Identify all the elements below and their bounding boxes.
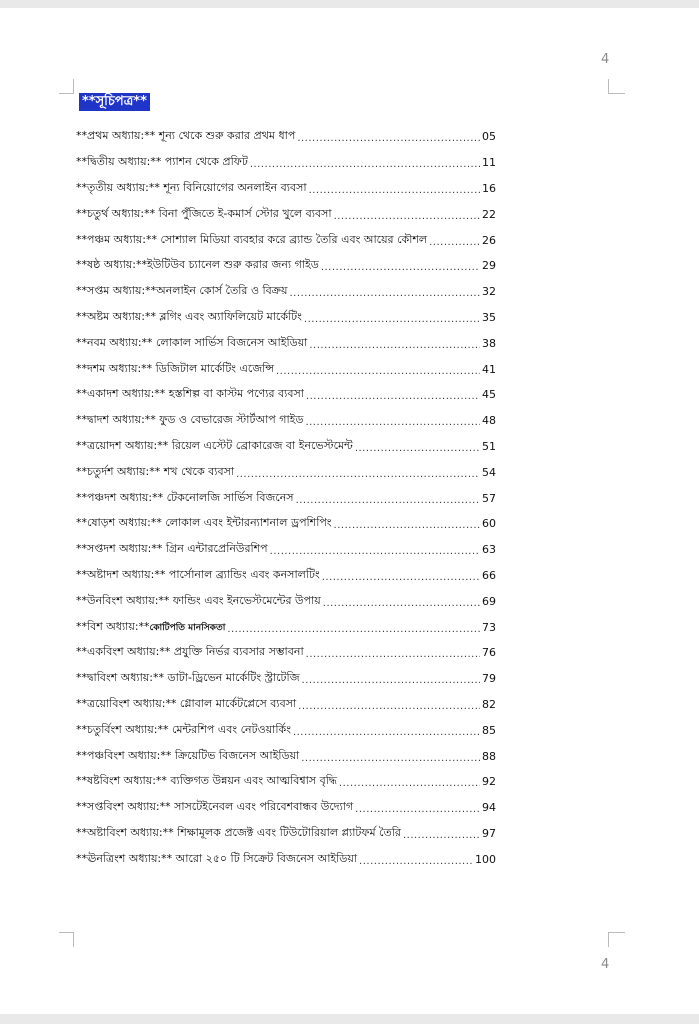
- toc-entry-page: 60: [482, 517, 496, 531]
- toc-entry-label: **সপ্তম অধ্যায়:**অনলাইন কোর্স তৈরি ও বিক্রয়: [76, 284, 288, 298]
- toc-entry-page: 94: [482, 801, 496, 815]
- toc-entry-label: **চতুর্বিংশ অধ্যায়:** মেন্টরশিপ এবং নেটওয়ার্কিং: [76, 722, 291, 736]
- margin-corner-bottom-left: [59, 932, 74, 947]
- toc-entry-label: **পঞ্চদশ অধ্যায়:** টেকনোলজি সার্ভিস বিজনেস: [76, 490, 294, 504]
- toc-entry: [76, 588, 496, 614]
- toc-entry: [76, 305, 496, 331]
- toc-entry-page: 69: [482, 594, 496, 608]
- toc-entry: [76, 253, 496, 279]
- toc-entry-page: 51: [482, 439, 496, 453]
- toc-entry: [76, 640, 496, 666]
- toc-entry-page: 85: [482, 723, 496, 737]
- toc-entry: [76, 821, 496, 847]
- dot-leader: [309, 340, 480, 351]
- toc-entry-page: 35: [482, 310, 496, 324]
- dot-leader: [270, 546, 480, 557]
- toc-entry: [76, 124, 496, 150]
- toc-entry-page: 05: [482, 130, 496, 144]
- toc-entry: [76, 459, 496, 485]
- toc-entry: [76, 511, 496, 537]
- toc-entry-label: **ষোড়শ অধ্যায়:** লোকাল এবং ইন্টারন্যাশনাল ড্রপশিপিং: [76, 516, 332, 530]
- toc-entry-label: **প্রথম অধ্যায়:** শূন্য থেকে শুরু করার প্রথম ধাপ: [76, 129, 296, 143]
- dot-leader: [359, 856, 473, 867]
- dot-leader: [334, 211, 480, 222]
- margin-corner-top-right: [608, 79, 625, 94]
- toc-entry-page: 63: [482, 543, 496, 557]
- toc-entry-page: 82: [482, 697, 496, 711]
- dot-leader: [276, 366, 480, 377]
- toc-entry: [76, 408, 496, 434]
- toc-entry-page: 48: [482, 414, 496, 428]
- toc-entry: [76, 666, 496, 692]
- dot-leader: [321, 262, 480, 273]
- toc-entry-label: **একাদশ অধ্যায়:** হস্তশিল্প বা কাস্টম পণ্যের ব্যবসা: [76, 387, 304, 401]
- dot-leader: [339, 778, 480, 789]
- dot-leader: [289, 288, 480, 299]
- toc-entry-page: 41: [482, 362, 496, 376]
- toc-entry-label: **ত্রয়োদশ অধ্যায়:** রিয়েল এস্টেট ব্রোকারেজ বা ইনভেস্টমেন্ট: [76, 438, 353, 452]
- toc-entry-page: 79: [482, 672, 496, 686]
- toc-entry-label-tail: কোটিপতি মানসিকতা: [149, 622, 226, 633]
- dot-leader: [403, 830, 480, 841]
- toc-entry-page: 76: [482, 646, 496, 660]
- toc-entry-label: **সপ্তবিংশ অধ্যায়:** সাসটেইনেবল এবং পরিবেশবান্ধব উদ্যোগ: [76, 800, 354, 814]
- toc-entry-page: 66: [482, 568, 496, 582]
- toc-entry: [76, 769, 496, 795]
- dot-leader: [298, 701, 480, 712]
- dot-leader: [306, 649, 480, 660]
- toc-entry-label: **অষ্টাবিংশ অধ্যায়:** শিক্ষামূলক প্রজেক্ট এবং টিউটোরিয়াল প্ল্যাটফর্ম তৈরি: [76, 825, 401, 839]
- toc-entry: [76, 537, 496, 563]
- toc-entry-page: 22: [482, 207, 496, 221]
- dot-leader: [302, 675, 480, 686]
- toc-entry: [76, 485, 496, 511]
- toc-entry-label: **চতুর্থ অধ্যায়:** বিনা পুঁজিতে ই-কমার্স স্টোর খুলে ব্যবসা: [76, 206, 332, 220]
- toc-entry: [76, 434, 496, 460]
- toc-entry: [76, 279, 496, 305]
- dot-leader: [355, 443, 480, 454]
- toc-entry: [76, 356, 496, 382]
- toc-entry-page: 29: [482, 259, 496, 273]
- toc-entry-label: **তৃতীয় অধ্যায়:** শূন্য বিনিয়োগের অনলাইন ব্যবসা: [76, 180, 307, 194]
- toc-entry-page: 54: [482, 465, 496, 479]
- dot-leader: [429, 237, 480, 248]
- toc-entry-label: **অষ্টাদশ অধ্যায়:** পার্সোনাল ব্র্যান্ডিং এবং কনসালটিং: [76, 567, 320, 581]
- toc-entry-page: 38: [482, 336, 496, 350]
- toc-entry: [76, 382, 496, 408]
- dot-leader: [227, 624, 480, 635]
- dot-leader: [236, 469, 480, 480]
- toc-entry: [76, 227, 496, 253]
- dot-leader: [297, 133, 480, 144]
- toc-entry-label: **পঞ্চম অধ্যায়:** সোশ্যাল মিডিয়া ব্যবহার করে ব্র্যান্ড তৈরি এবং আয়ের কৌশল: [76, 232, 428, 246]
- dot-leader: [334, 520, 480, 531]
- toc-entry: [76, 717, 496, 743]
- toc-entry-label: **দশম অধ্যায়:** ডিজিটাল মার্কেটিং এজেন্সি: [76, 361, 274, 375]
- dot-leader: [323, 598, 480, 609]
- dot-leader: [250, 159, 480, 170]
- toc-entry-page: 97: [482, 826, 496, 840]
- toc-entry-label: **ষষ্টবিংশ অধ্যায়:** ব্যক্তিগত উন্নয়ন এবং আত্মবিশ্বাস বৃদ্ধি: [76, 774, 337, 788]
- dot-leader: [301, 753, 480, 764]
- toc-entry-label: **চতুর্দশ অধ্যায়:** শখ থেকে ব্যবসা: [76, 464, 235, 478]
- toc-entry: [76, 201, 496, 227]
- document-page: [0, 8, 699, 1014]
- toc-entry: [76, 176, 496, 202]
- toc-entry: [76, 150, 496, 176]
- page-number-bottom: 4: [601, 957, 610, 972]
- dot-leader: [304, 314, 480, 325]
- margin-corner-top-left: [59, 79, 74, 94]
- toc-title: **সূচিপত্র**: [79, 93, 150, 111]
- toc-entry-page: 16: [482, 181, 496, 195]
- toc-entry-label: **একবিংশ অধ্যায়:** প্রযুক্তি নির্ভর ব্যবসার সম্ভাবনা: [76, 645, 304, 659]
- dot-leader: [306, 391, 480, 402]
- toc-entry-page: 11: [482, 156, 496, 170]
- dot-leader: [322, 572, 480, 583]
- page-number-top: 4: [601, 52, 610, 67]
- toc-entry-label: **দ্বিতীয় অধ্যায়:** প্যাশন থেকে প্রফিট: [76, 155, 248, 169]
- toc-entry-label: **বিশ অধ্যায়:**: [76, 619, 150, 633]
- toc-entry-label: **ত্রয়োবিংশ অধ্যায়:** গ্লোবাল মার্কেটপ্লেসে ব্যবসা: [76, 696, 297, 710]
- toc-entry: [76, 614, 496, 640]
- toc-entry-label: **পঞ্চবিংশ অধ্যায়:** ক্রিয়েটিভ বিজনেস আইডিয়া: [76, 748, 300, 762]
- dot-leader: [309, 185, 480, 196]
- toc-entry-label: **সপ্তদশ অধ্যায়:** গ্রিন এন্টারপ্রেনিউরশিপ: [76, 542, 268, 556]
- dot-leader: [293, 727, 480, 738]
- toc-entry: [76, 795, 496, 821]
- toc-entry-page: 32: [482, 285, 496, 299]
- margin-corner-bottom-right: [608, 932, 625, 947]
- toc-entry-page: 88: [482, 749, 496, 763]
- toc-entry: [76, 846, 496, 872]
- toc-entry-page: 100: [475, 852, 496, 866]
- toc-entry-label: **ঊনত্রিংশ অধ্যায়:** আরো ২৫০ টি সিক্রেট বিজনেস আইডিয়া: [76, 851, 358, 865]
- toc-entry-page: 45: [482, 388, 496, 402]
- toc-entry: [76, 692, 496, 718]
- toc-entry-label: **ষষ্ঠ অধ্যায়:**ইউটিউব চ্যানেল শুরু করার জন্য গাইড: [76, 258, 319, 272]
- toc-entry-label: **দ্বাদশ অধ্যায়:** ফুড ও বেভারেজ স্টার্টআপ গাইড: [76, 413, 304, 427]
- toc-entry-label: **উনবিংশ অধ্যায়:** ফান্ডিং এবং ইনভেস্টমেন্টের উপায়: [76, 593, 321, 607]
- dot-leader: [305, 417, 480, 428]
- toc-entry: [76, 330, 496, 356]
- dot-leader: [296, 495, 480, 506]
- toc-entry-page: 26: [482, 233, 496, 247]
- toc-entry-page: 92: [482, 775, 496, 789]
- toc-entry-page: 73: [482, 620, 496, 634]
- table-of-contents: [76, 124, 496, 872]
- toc-entry: [76, 563, 496, 589]
- toc-entry-label: **নবম অধ্যায়:** লোকাল সার্ভিস বিজনেস আইডিয়া: [76, 335, 308, 349]
- dot-leader: [355, 804, 480, 815]
- toc-entry: [76, 743, 496, 769]
- toc-entry-label: **অষ্টম অধ্যায়:** ব্লগিং এবং অ্যাফিলিয়েট মার্কেটিং: [76, 309, 302, 323]
- toc-entry-label: **দ্বাবিংশ অধ্যায়:** ডাটা-ড্রিভেন মার্কেটিং স্ট্রাটেজি: [76, 671, 300, 685]
- toc-entry-page: 57: [482, 491, 496, 505]
